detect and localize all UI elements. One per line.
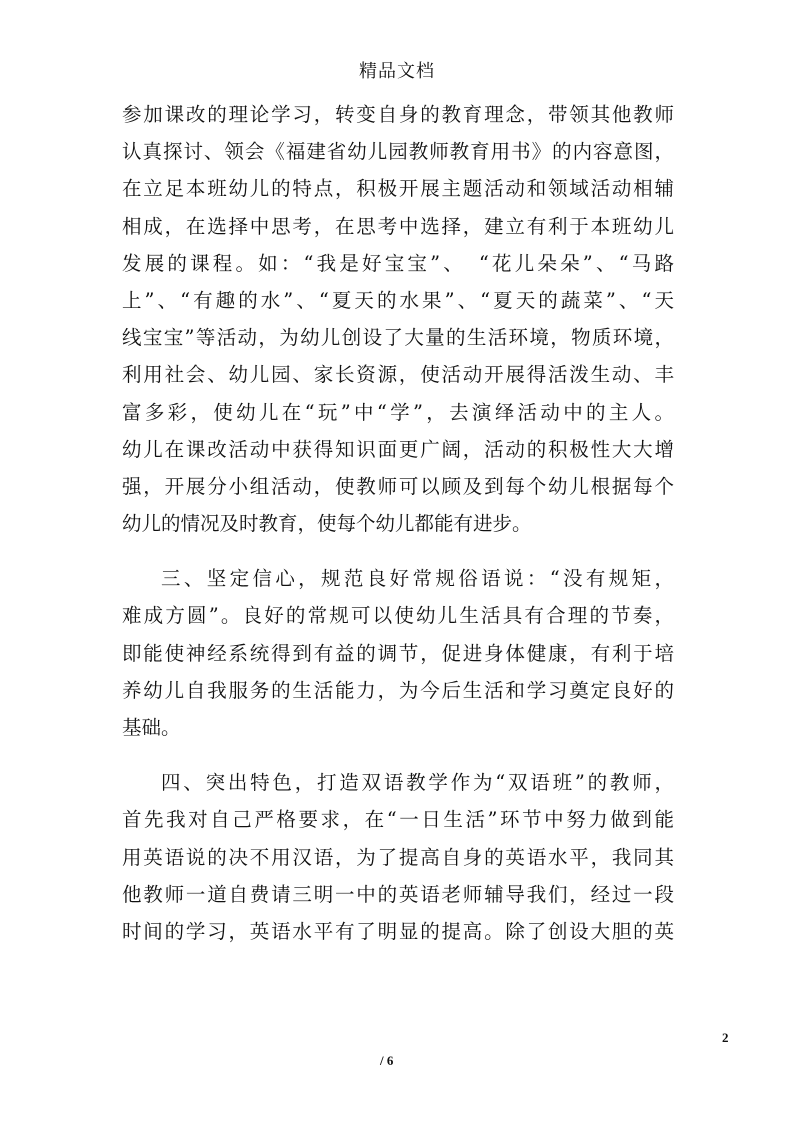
text-line: 幼儿在课改活动中获得知识面更广阔，活动的积极性大大增 bbox=[122, 437, 674, 461]
text-line: 他教师一道自费请三明一中的英语老师辅导我们，经过一段 bbox=[122, 882, 674, 906]
text-line: 难成方圆”。良好的常规可以使幼儿生活具有合理的节奏， bbox=[122, 604, 674, 628]
text-line: 上”、“有趣的水”、“夏天的水果”、“夏天的蔬菜”、“天 bbox=[122, 288, 674, 312]
text-line: 即能使神经系统得到有益的调节，促进身体健康，有利于培 bbox=[122, 641, 674, 665]
text-line: 四、突出特色，打造双语教学作为“双语班”的教师， bbox=[161, 771, 674, 795]
paragraph-2 bbox=[122, 560, 674, 746]
text-line: 用英语说的决不用汉语，为了提高自身的英语水平，我同其 bbox=[122, 845, 674, 869]
text-line: 发展的课程。如：“我是好宝宝”、 “花儿朵朵”、“马路 bbox=[122, 251, 674, 275]
page-count: / 6 bbox=[380, 1053, 394, 1068]
page-header-title: 精品文档 bbox=[359, 61, 435, 82]
document-body bbox=[122, 96, 674, 950]
text-line: 基础。 bbox=[122, 716, 181, 739]
text-line: 参加课改的理论学习，转变自身的教育理念，带领其他教师 bbox=[122, 103, 674, 126]
text-line: 首先我对自己严格要求，在“一日生活”环节中努力做到能 bbox=[122, 808, 674, 832]
text-line: 富多彩，使幼儿在“玩”中“学”，去演绎活动中的主人。 bbox=[122, 400, 674, 424]
text-line: 认真探讨、领会《福建省幼儿园教师教育用书》的内容意图， bbox=[122, 140, 674, 164]
paragraph-1 bbox=[122, 96, 674, 542]
text-line: 强，开展分小组活动，使教师可以顾及到每个幼儿根据每个 bbox=[122, 474, 674, 498]
paragraph-3 bbox=[122, 764, 674, 950]
page-number: 2 bbox=[722, 1030, 729, 1045]
text-line: 利用社会、幼儿园、家长资源，使活动开展得活泼生动、丰 bbox=[122, 363, 674, 387]
text-line: 时间的学习，英语水平有了明显的提高。除了创设大胆的英 bbox=[122, 919, 674, 943]
text-line: 线宝宝”等活动，为幼儿创设了大量的生活环境，物质环境， bbox=[122, 326, 674, 350]
text-line: 养幼儿自我服务的生活能力，为今后生活和学习奠定良好的 bbox=[122, 678, 674, 702]
text-line: 相成，在选择中思考，在思考中选择，建立有利于本班幼儿 bbox=[122, 214, 674, 238]
text-line: 在立足本班幼儿的特点，积极开展主题活动和领域活动相辅 bbox=[122, 177, 674, 201]
text-line: 三、坚定信心，规范良好常规俗语说：“没有规矩， bbox=[161, 567, 674, 591]
text-line: 幼儿的情况及时教育，使每个幼儿都能有进步。 bbox=[122, 512, 532, 536]
